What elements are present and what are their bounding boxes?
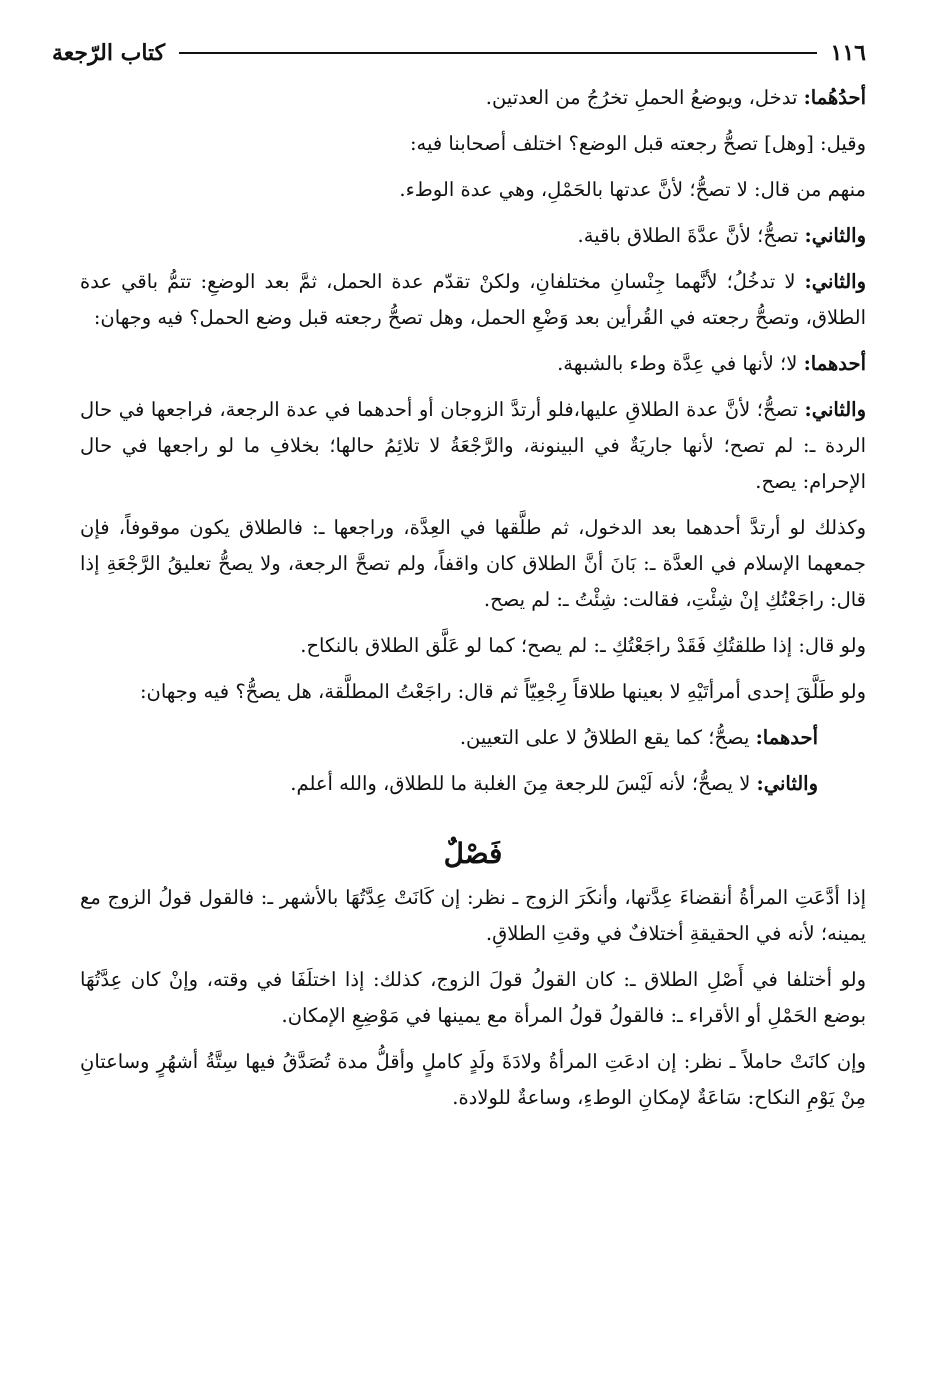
paragraph: [80, 392, 866, 500]
section-heading: فَصْلٌ: [443, 837, 503, 870]
paragraph: [80, 1044, 866, 1116]
paragraph-text: لا تدخُلُ؛ لأنَّهما جِنْسانِ مختلفانِ، ولكنْ تقدّم عدة الحمل، ثمَّ بعد الوضعِ: تتمُّ باقي عدة الطلاق، وتصحُّ رجعته في القُرأين بعد وَضْعِ الحمل، وهل تصحُّ رجعته قبل وضع الحمل؟ فيه وجهان:: [80, 270, 866, 329]
paragraph-text: تدخل، ويوضعُ الحملِ تخرُجُ من العدتين.: [485, 86, 804, 109]
paragraph-lead: أحدهما:: [803, 352, 866, 375]
paragraph: [80, 126, 866, 162]
paragraph-text: تصحُّ؛ لأنَّ عدة الطلاقِ عليها،فلو أرتدَّ الزوجان أو أحدهما في عدة الرجعة، فراجعها في حال الردة ـ: لم تصح؛ لأنها جاريَةٌ في البينونة، والرَّجْعَةُ لا تلائِمُ حالها؛ بخلافِ ما لو راجعها في حال الإحرام: يصح.: [80, 398, 866, 493]
paragraph-text: لا يصحُّ؛ لأنه لَيْسَ للرجعة مِنَ الغلبة ما للطلاق، والله أعلم.: [290, 772, 757, 795]
page-header: [52, 36, 866, 70]
paragraph-text: ولو طَلَّقَ إحدى أمرأتَيْهِ لا بعينها طلاقاً رِجْعِيّاً ثم قال: راجَعْتُ المطلَّقة، هل يصحُّ؟ فيه وجهان:: [139, 680, 866, 703]
paragraph-text: إذا أدَّعَتِ المرأةُ أنقضاءَ عِدَّتها، وأنكَرَ الزوج ـ نظر: إن كَانَتْ عِدَّتُهَا بالأشهر ـ: فالقول قولُ الزوج مع يمينه؛ لأنه في الحقيقةِ أختلافٌ في وقتِ الطلاقِ.: [80, 886, 866, 945]
paragraph: [80, 962, 866, 1034]
paragraph-lead: أحدُهُما:: [803, 86, 866, 109]
page-number: ١١٦: [830, 40, 866, 66]
paragraph-text: ولو قال: إذا طلقتُكِ فَقَدْ راجَعْتُكِ ـ: لم يصح؛ كما لو عَلَّق الطلاق بالنكاح.: [300, 634, 866, 657]
paragraph-text: وإن كانَتْ حاملاً ـ نظر: إن ادعَتِ المرأةُ ولادَةَ ولَدٍ كاملٍ وأقلُّ مدة تُصَدَّقُ فيها سِتَّةُ أشهُرٍ وساعتانِ مِنْ يَوْمِ النكاح: سَاعَةٌ لإمكانِ الوطءِ، وساعةٌ للولادة.: [80, 1050, 866, 1109]
paragraph-text: تصحُّ؛ لأنَّ عدَّةَ الطلاق باقية.: [577, 224, 805, 247]
paragraph: [80, 172, 866, 208]
header-rule: [179, 52, 816, 54]
paragraph-text: ولو أختلفا في أَصْلِ الطلاق ـ: كان القولُ قولَ الزوج، كذلك: إذا اختلَفَا في وقته، وإنْ كان عِدَّتُهَا بوضع الحَمْلِ أو الأقراء ـ: فالقولُ قولُ المرأة مع يمينها في مَوْضِعِ الإمكان.: [80, 968, 866, 1027]
paragraph: [80, 80, 866, 116]
paragraph-lead: أحدهما:: [755, 726, 818, 749]
paragraph-text: يصحُّ؛ كما يقع الطلاقُ لا على التعيين.: [459, 726, 756, 749]
paragraph: [80, 766, 866, 802]
paragraph: [80, 880, 866, 952]
paragraph: [80, 674, 866, 710]
paragraph-lead: والثاني:: [804, 398, 866, 421]
paragraph: [80, 720, 866, 756]
paragraph-lead: والثاني:: [756, 772, 818, 795]
paragraph-lead: والثاني:: [804, 270, 866, 293]
running-title: كتاب الرّجعة: [52, 40, 166, 66]
paragraph-text: منهم من قال: لا تصحُّ؛ لأنَّ عدتها بالحَمْلِ، وهي عدة الوطء.: [399, 178, 866, 201]
page-body: [80, 80, 866, 1126]
paragraph: [80, 264, 866, 336]
paragraph-text: لا؛ لأنها في عِدَّة وطء بالشبهة.: [557, 352, 804, 375]
paragraph-text: وقيل: [وهل] تصحُّ رجعته قبل الوضع؟ اختلف أصحابنا فيه:: [409, 132, 866, 155]
paragraph: [80, 346, 866, 382]
paragraph: [80, 510, 866, 618]
paragraph-text: وكذلك لو أرتدَّ أحدهما بعد الدخول، ثم طلَّقها في العِدَّة، وراجعها ـ: فالطلاق يكون موقوفاً، فإن جمعهما الإسلام في العدَّة ـ: بَانَ أنَّ الطلاق كان واقفاً، ولم تصحَّ الرجعة، ولا يصحُّ تعليقُ الرَّجْعَةِ إذا قال: راجَعْتُكِ إنْ شِئْتِ، فقالت: شِئْتُ ـ: لم يصح.: [80, 516, 866, 611]
paragraph-lead: والثاني:: [804, 224, 866, 247]
paragraph: [80, 628, 866, 664]
paragraph: [80, 218, 866, 254]
